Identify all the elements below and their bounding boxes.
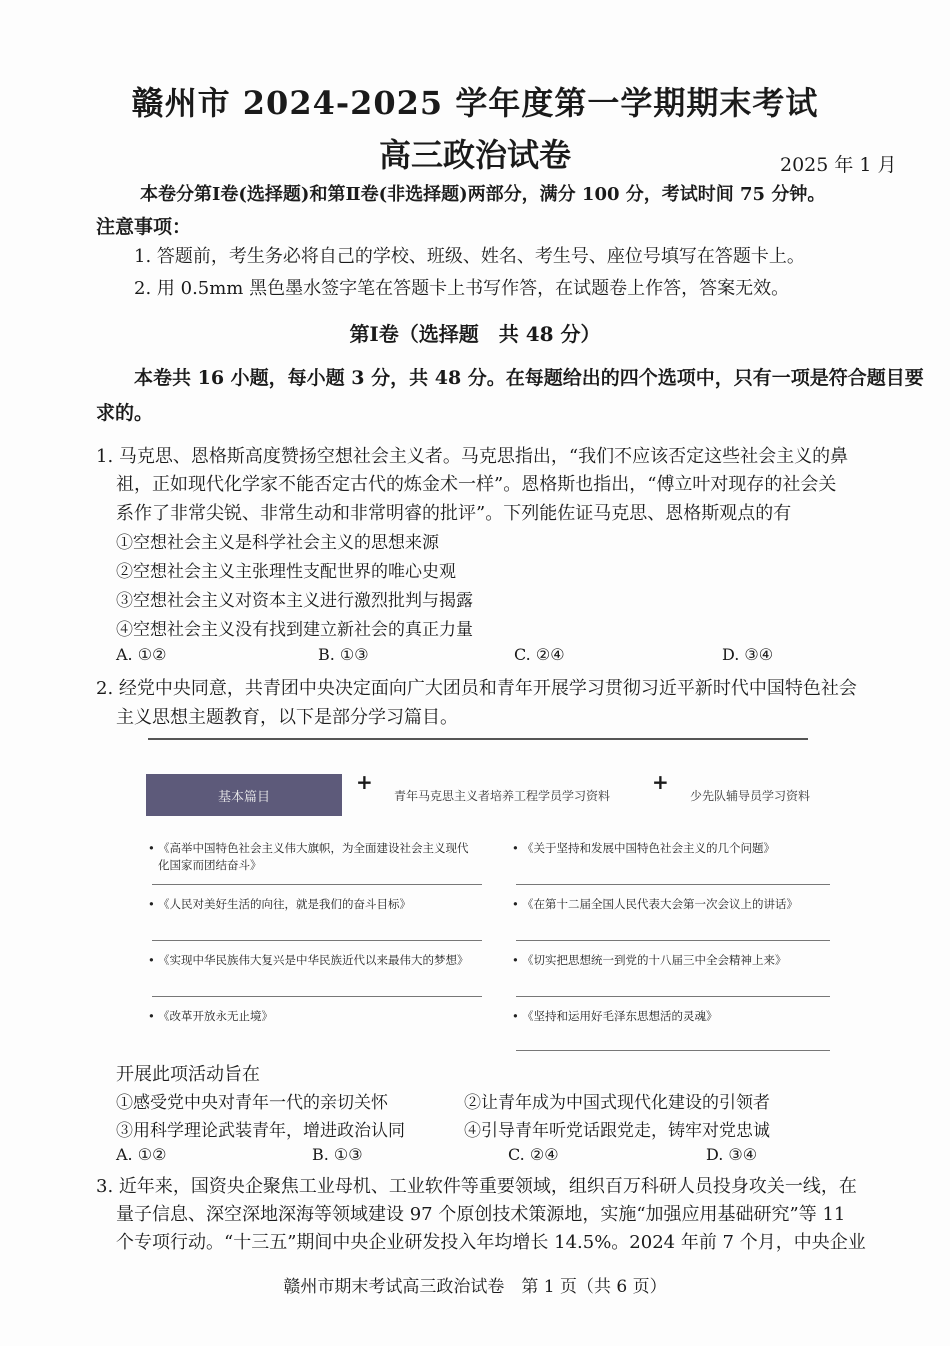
figure-tab-basic: 基本篇目 — [146, 774, 342, 816]
figure-divider — [516, 940, 830, 941]
exam-subtitle: 高三政治试卷 — [378, 136, 571, 174]
q2-choice-a: A. ①② — [116, 1145, 167, 1164]
page-footer: 赣州市期末考试高三政治试卷 第 1 页（共 6 页） — [283, 1277, 667, 1297]
figure-right-item: • 《切实把思想统一到党的十八届三中全会精神上来》 — [522, 952, 832, 969]
notes-heading: 注意事项： — [96, 216, 192, 238]
q1-line: 祖，正如现代化学家不能否定古代的炼金术一样”。恩格斯也指出，“傅立叶对现存的社会关 — [116, 474, 837, 495]
figure-divider — [516, 1050, 830, 1051]
figure-divider — [516, 884, 830, 885]
plus-icon: + — [356, 770, 373, 794]
q2-line: 主义思想主题教育，以下是部分学习篇目。 — [116, 707, 458, 728]
note-item: 2. 用 0.5mm 黑色墨水签字笔在答题卡上书写作答，在试题卷上作答，答案无效。 — [134, 278, 790, 299]
q1-option: ④空想社会主义没有找到建立新社会的真正力量 — [116, 620, 473, 640]
q1-option: ②空想社会主义主张理性支配世界的唯心史观 — [116, 562, 456, 582]
q2-option: ③用科学理论武装青年，增进政治认同 — [116, 1121, 405, 1141]
q2-choice-c: C. ②④ — [508, 1145, 559, 1164]
q1-choice-b: B. ①③ — [318, 645, 369, 664]
exam-intro: 本卷分第Ⅰ卷(选择题)和第Ⅱ卷(非选择题)两部分，满分 100 分，考试时间 75 分钟。 — [140, 184, 826, 205]
note-item: 1. 答题前，考生务必将自己的学校、班级、姓名、考生号、座位号填写在答题卡上。 — [134, 246, 805, 267]
q2-option: ①感受党中央对青年一代的亲切关怀 — [116, 1093, 388, 1113]
figure-right-item: • 《坚持和运用好毛泽东思想活的灵魂》 — [522, 1008, 832, 1025]
figure-left-item: • 《高举中国特色社会主义伟大旗帜，为全面建设社会主义现代化国家而团结奋斗》 — [158, 840, 478, 874]
q2-option: ④引导青年听党话跟党走，铸牢对党忠诚 — [464, 1121, 770, 1141]
exam-title: 赣州市 2024-2025 学年度第一学期期末考试 — [131, 84, 819, 122]
q2-option: ②让青年成为中国式现代化建设的引领者 — [464, 1093, 770, 1113]
section-title: 第Ⅰ卷（选择题 共 48 分） — [349, 322, 601, 346]
q1-choice-c: C. ②④ — [514, 645, 565, 664]
figure-left-item: • 《人民对美好生活的向往，就是我们的奋斗目标》 — [158, 896, 478, 913]
q2-line: 2. 经党中央同意，共青团中央决定面向广大团员和青年开展学习贯彻习近平新时代中国特色社会 — [96, 678, 857, 699]
q2-choice-d: D. ③④ — [706, 1145, 758, 1164]
exam-date: 2025 年 1 月 — [780, 154, 897, 176]
figure-heading-pioneers: 少先队辅导员学习资料 — [690, 789, 811, 803]
q3-line: 3. 近年来，国资央企聚焦工业母机、工业软件等重要领域，组织百万科研人员投身攻关一线，在 — [96, 1176, 857, 1197]
figure-left-item: • 《实现中华民族伟大复兴是中华民族近代以来最伟大的梦想》 — [158, 952, 478, 969]
figure-divider — [152, 940, 482, 941]
q1-option: ①空想社会主义是科学社会主义的思想来源 — [116, 533, 439, 553]
q1-choice-a: A. ①② — [116, 645, 167, 664]
figure-top-rule — [148, 738, 808, 740]
figure-right-item: • 《在第十二届全国人民代表大会第一次会议上的讲话》 — [522, 896, 832, 913]
q2-stem: 开展此项活动旨在 — [116, 1064, 260, 1085]
figure-heading-youth: 青年马克思主义者培养工程学员学习资料 — [394, 789, 611, 803]
q1-option: ③空想社会主义对资本主义进行激烈批判与揭露 — [116, 591, 473, 611]
q3-line: 个专项行动。“十三五”期间中央企业研发投入年均增长 14.5%。2024 年前 7 个月，中央企业 — [116, 1232, 866, 1253]
section-instruction-cont: 求的。 — [96, 402, 154, 424]
figure-divider — [516, 996, 830, 997]
figure-divider — [152, 996, 482, 997]
q1-line: 1. 马克思、恩格斯高度赞扬空想社会主义者。马克思指出，“我们不应该否定这些社会主义的鼻 — [96, 446, 849, 467]
q1-line: 系作了非常尖锐、非常生动和非常明睿的批评”。下列能佐证马克思、恩格斯观点的有 — [116, 503, 792, 524]
figure-divider — [152, 884, 482, 885]
q3-line: 量子信息、深空深地深海等领域建设 97 个原创技术策源地，实施“加强应用基础研究”等 11 — [116, 1204, 846, 1225]
q2-choice-b: B. ①③ — [312, 1145, 363, 1164]
figure-left-item: • 《改革开放永无止境》 — [158, 1008, 478, 1025]
section-instruction: 本卷共 16 小题，每小题 3 分，共 48 分。在每题给出的四个选项中，只有一项是符合题目要 — [134, 367, 924, 389]
figure-right-item: • 《关于坚持和发展中国特色社会主义的几个问题》 — [522, 840, 832, 857]
q1-choice-d: D. ③④ — [722, 645, 774, 664]
plus-icon: + — [652, 770, 669, 794]
